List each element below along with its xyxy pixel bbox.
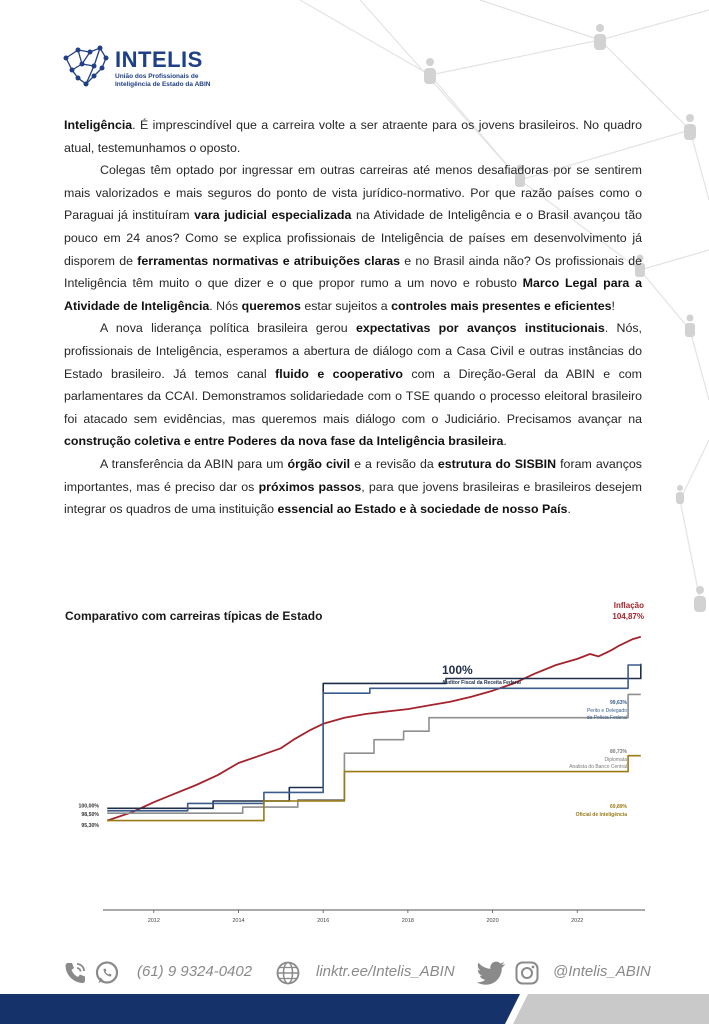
logo-subtitle xyxy=(115,73,225,89)
emphasis-text: estrutura do SISBIN xyxy=(437,456,557,471)
text-run: na Atividade de Inteligência e o Brasil avançou tão pouco em 24 anos? Como se explica profissionais de Inteligência de países em desenvolvimento já disporem de xyxy=(64,208,642,268)
footer-bar xyxy=(0,994,709,1024)
series-label: 104,87% xyxy=(612,612,644,621)
text-run: . xyxy=(567,502,571,517)
emphasis-text: essencial ao Estado e à sociedade de nosso País xyxy=(277,502,568,517)
series-label: 69,89% xyxy=(610,804,627,810)
text-run: . xyxy=(503,434,507,449)
paragraph-2 xyxy=(64,159,642,317)
text-run: e no Brasil ainda não? Os profissionais de Inteligência têm muito o que dizer e o que propor rumo a um novo e robusto xyxy=(64,253,642,291)
x-tick-label: 2012 xyxy=(147,918,160,924)
series-label: Auditor Fiscal da Receita Federal xyxy=(442,680,521,686)
salary-comparison-chart xyxy=(55,596,655,932)
emphasis-text: órgão civil xyxy=(287,456,351,471)
text-run: foram avanços importantes, mas é preciso dar os xyxy=(64,456,642,494)
emphasis-text: construção coletiva e entre Poderes da nova fase da Inteligência brasileira xyxy=(64,434,504,449)
footer-contact xyxy=(0,956,709,990)
text-run: e a revisão da xyxy=(350,456,438,471)
logo-subtitle-line-2: Inteligência de Estado da ABIN xyxy=(115,81,211,88)
article-body xyxy=(64,114,642,521)
text-run: estar sujeitos a xyxy=(300,298,392,313)
x-tick-label: 2018 xyxy=(401,918,414,924)
emphasis-text: queremos xyxy=(241,298,301,313)
text-run: Colegas têm optado por ingressar em outras carreiras até menos desafiadoras por se sentirem mais valorizados e mais seguros do ponto de vista jurídico-normativo. Por que razão países como o Paraguai já instituíram xyxy=(64,163,642,223)
globe-icon[interactable] xyxy=(275,960,301,986)
emphasis-text: Inteligência xyxy=(64,118,133,132)
text-run: , para que jovens brasileiras e brasileiros desejem integrar os quadros de uma instituição xyxy=(64,479,642,517)
series-label: Oficial de Inteligência xyxy=(575,812,627,818)
logo-subtitle-line-1: União dos Profissionais de xyxy=(115,73,199,80)
emphasis-text: próximos passos xyxy=(258,479,362,494)
text-run: com a Direção-Geral da ABIN e com parlamentares da CCAI. Demonstramos solidariedade com o TSE quando o processo eleitoral brasileiro foi atacado sem evidências, mas queremos mais diálogo com o Judiciário. Precisamos avançar na xyxy=(64,366,642,426)
paragraph-4 xyxy=(64,453,642,521)
phone-icon[interactable] xyxy=(62,960,88,986)
start-value-label: 98,50% xyxy=(81,811,99,818)
text-run: ! xyxy=(611,298,615,313)
emphasis-text: vara judicial especializada xyxy=(194,208,352,223)
series-label: Diplomata xyxy=(604,757,627,763)
series-label: 80,73% xyxy=(610,749,627,755)
series-label: Analista do Banco Central xyxy=(569,764,627,770)
phone-number[interactable]: (61) 9 9324-0402 xyxy=(137,963,253,980)
brazil-network-logo-icon xyxy=(60,44,112,88)
start-value-label: 100,00% xyxy=(78,803,99,810)
emphasis-text: expectativas por avanços institucionais xyxy=(355,321,605,336)
emphasis-text: controles mais presentes e eficientes xyxy=(391,298,612,313)
emphasis-text: fluido e cooperativo xyxy=(275,366,403,381)
whatsapp-icon[interactable] xyxy=(94,960,120,986)
social-handle[interactable]: @Intelis_ABIN xyxy=(553,963,651,980)
paragraph-1 xyxy=(64,114,642,159)
series-line-1 xyxy=(107,664,641,809)
start-value-label: 95,30% xyxy=(81,823,99,830)
x-tick-label: 2022 xyxy=(571,918,584,924)
series-label: Inflação xyxy=(613,601,644,610)
text-run: A nova liderança política brasileira gerou xyxy=(100,321,356,336)
paragraph-3 xyxy=(64,317,642,453)
text-run: A transferência da ABIN para um xyxy=(100,456,288,471)
intelis-logo xyxy=(60,44,210,100)
instagram-icon[interactable] xyxy=(514,960,540,986)
series-label: da Polícia Federal xyxy=(586,715,627,721)
emphasis-text: Marco Legal para a Atividade de Inteligência xyxy=(64,276,642,313)
logo-title: INTELIS xyxy=(115,47,203,72)
series-label: Perito e Delegado xyxy=(586,708,627,714)
x-tick-label: 2020 xyxy=(486,918,499,924)
linktree-link[interactable]: linktr.ee/Intelis_ABIN xyxy=(316,963,455,980)
x-tick-label: 2016 xyxy=(317,918,330,924)
emphasis-text: ferramentas normativas e atribuições claras xyxy=(137,253,401,268)
text-run: . Nós xyxy=(209,298,242,313)
series-label: 100% xyxy=(442,663,473,677)
series-label: 99,63% xyxy=(610,700,627,706)
chart-title: Comparativo com carreiras típicas de Estado xyxy=(65,609,323,623)
twitter-icon[interactable] xyxy=(477,960,507,986)
text-run: . É imprescindível que a carreira volte a ser atraente para os jovens brasileiros. No quadro atual, testemunhamos o oposto. xyxy=(64,118,642,155)
x-tick-label: 2014 xyxy=(232,918,245,924)
text-run: . Nós, profissionais de Inteligência, esperamos a abertura de diálogo com a Casa Civil e outras instâncias do Estado brasileiro. Já temos canal xyxy=(64,321,642,381)
series-line-0 xyxy=(107,637,641,821)
